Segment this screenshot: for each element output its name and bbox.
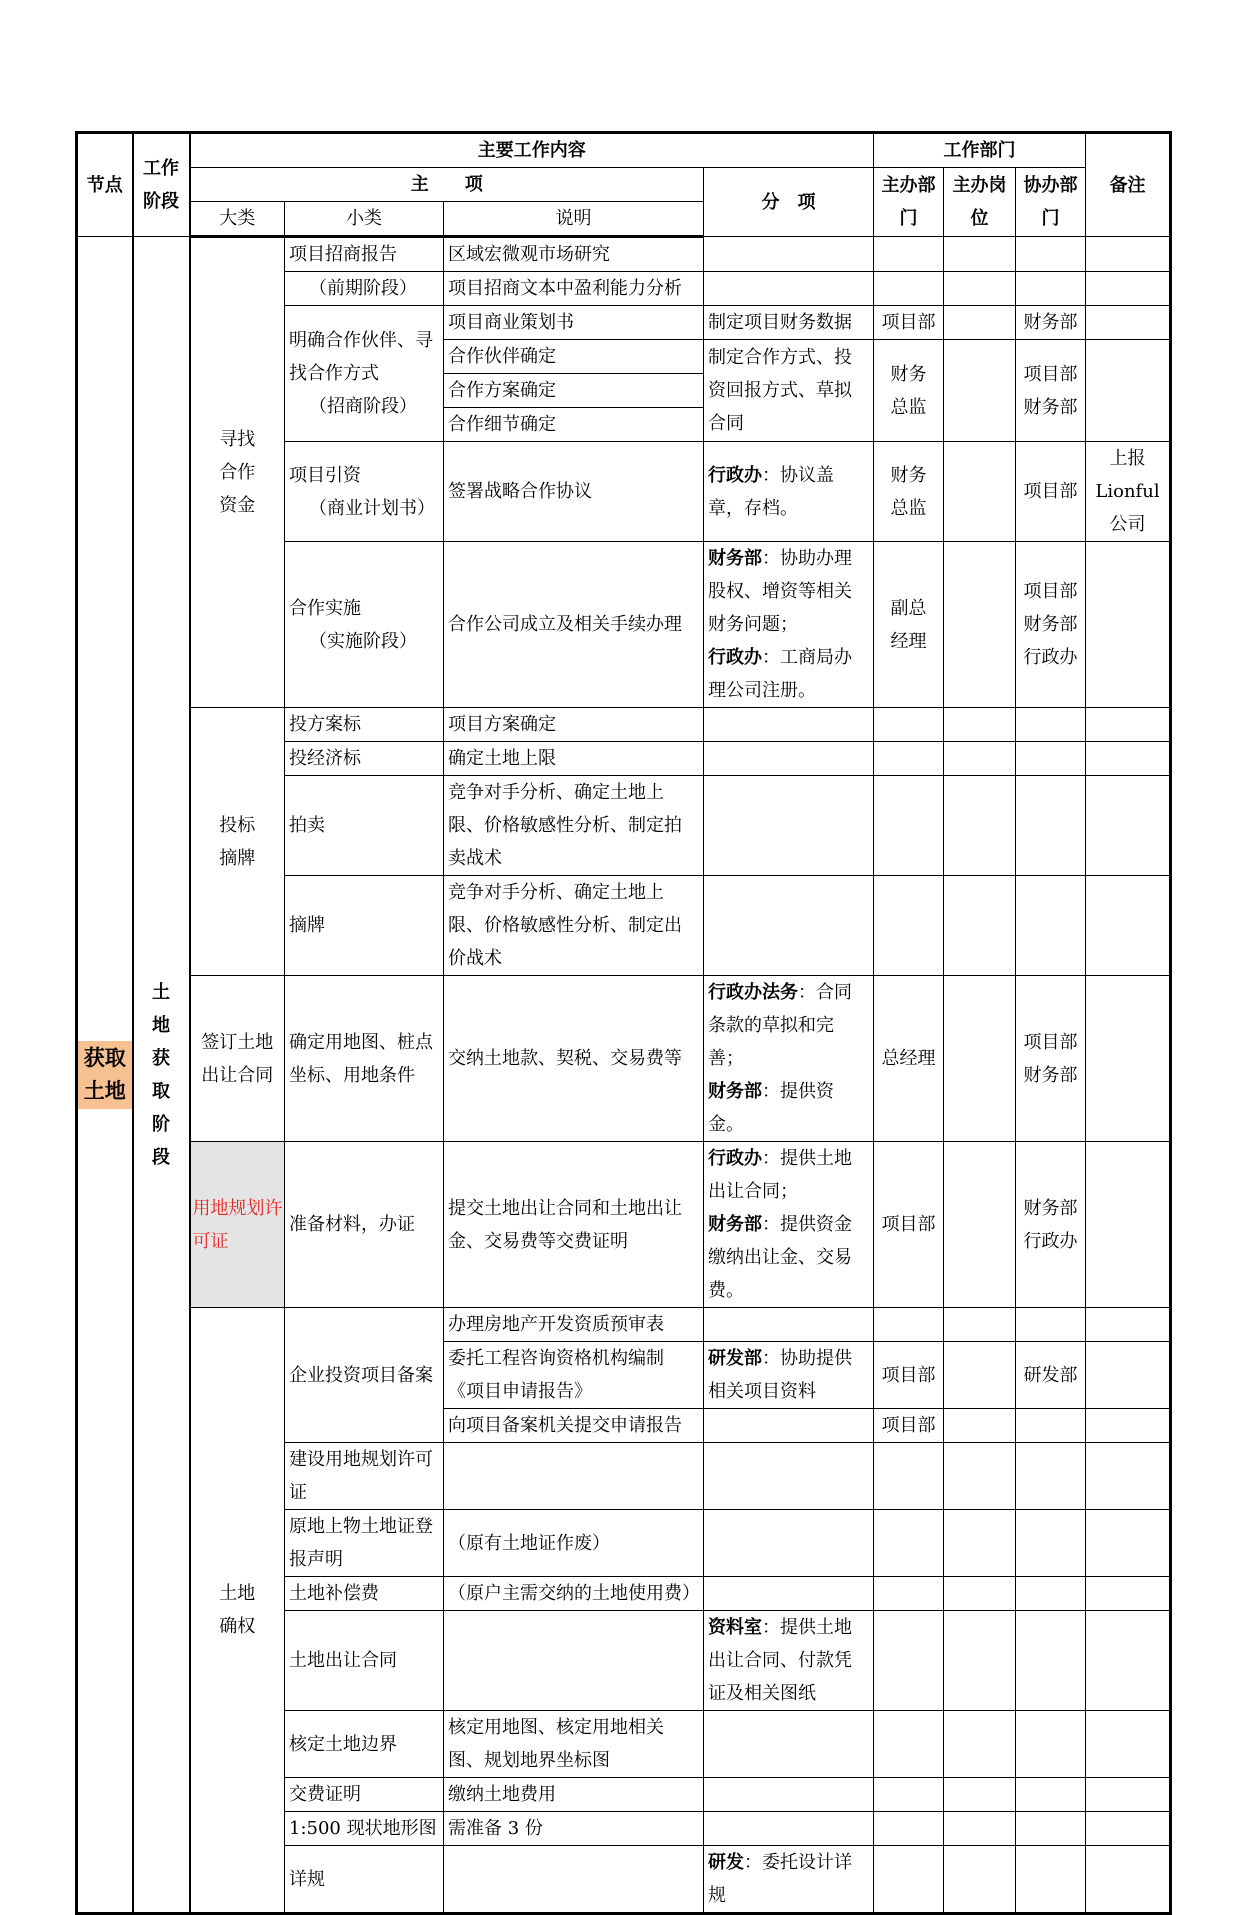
row3-sub (285, 306, 444, 442)
row8-subitem (704, 542, 874, 708)
row6-desc: 合作细节确定 (444, 408, 704, 442)
row3-sub-line3: （招商阶段） (309, 396, 417, 417)
row13-lead: 总经理 (874, 976, 944, 1142)
row13-subitem-text1: ：合同条款的草拟和完善； (708, 982, 852, 1069)
node-column (77, 237, 133, 1914)
row16-subitem-bold: 研发部 (708, 1348, 762, 1369)
row21-subitem-bold: 资料室 (708, 1617, 762, 1638)
row12-sub: 摘牌 (285, 876, 444, 976)
row14-assist-line1: 财务部 (1023, 1197, 1078, 1219)
row7-subitem-bold: 行政办 (708, 464, 762, 486)
row7-sub (285, 442, 444, 542)
row5-desc: 合作方案确定 (444, 374, 704, 408)
row8-assist-line2: 财务部 (1023, 614, 1078, 635)
row14-lead: 项目部 (874, 1142, 944, 1308)
row10-sub: 投经济标 (285, 742, 444, 776)
row2-desc: 项目招商文本中盈利能力分析 (444, 272, 704, 306)
row13-subitem-bold2: 财务部 (708, 1081, 762, 1102)
row3-desc: 项目商业策划书 (444, 306, 704, 340)
row13-subitem-bold1: 行政办法务 (708, 982, 798, 1003)
row7-remark-line2: Lionful (1095, 481, 1160, 502)
row3-assist: 财务部 (1016, 306, 1086, 340)
header-lead-post: 主办岗位 (944, 168, 1016, 237)
header-sub-item: 分 项 (704, 168, 874, 237)
row7-remark-line1: 上报 (1109, 448, 1146, 469)
row11-sub: 拍卖 (285, 776, 444, 876)
header-main-item: 主 项 (190, 168, 704, 202)
row7-assist: 项目部 (1016, 442, 1086, 542)
row25-subitem (704, 1846, 874, 1914)
row7-lead (874, 442, 944, 542)
row7-lead-text: 财务总监 (890, 464, 927, 519)
header-stage (133, 133, 190, 237)
header-node-text: 节点 (86, 174, 123, 196)
row8-sub-line2: （实施阶段） (309, 630, 417, 652)
row8-sub-line1: 合作实施 (289, 597, 361, 619)
row17-lead: 项目部 (874, 1409, 944, 1443)
row3-sub-line2: 找合作方式 (289, 363, 379, 384)
group-bidding (190, 708, 285, 976)
row15-desc: 办理房地产开发资质预审表 (444, 1308, 704, 1342)
group-find-capital (190, 237, 285, 708)
row9-sub: 投方案标 (285, 708, 444, 742)
row14-subitem-bold2: 财务部 (708, 1214, 762, 1235)
group-land-permit-text: 用地规划许可证 (192, 1197, 283, 1252)
row24-desc: 需准备 3 份 (444, 1812, 704, 1846)
row7-subitem-text: ：协议盖章，存档。 (708, 464, 834, 519)
header-lead-dept: 主办部门 (874, 168, 944, 237)
group-sign-contract-text: 签订土地出让合同 (201, 1031, 274, 1086)
row7-subitem (704, 442, 874, 542)
row4-assist (1016, 340, 1086, 442)
header-category: 大类 (190, 202, 285, 237)
row21-subitem (704, 1611, 874, 1711)
row23-sub: 交费证明 (285, 1778, 444, 1812)
row8-assist-line3: 行政办 (1023, 647, 1078, 668)
row8-subitem-bold2: 行政办 (708, 647, 762, 668)
row23-desc: 缴纳土地费用 (444, 1778, 704, 1812)
header-assist-dept: 协办部门 (1016, 168, 1086, 237)
row2-sub (285, 272, 444, 306)
node-cell (78, 1041, 132, 1109)
row3-lead: 项目部 (874, 306, 944, 340)
row4-subitem: 制定合作方式、投资回报方式、草拟合同 (704, 340, 874, 442)
row21-sub: 土地出让合同 (285, 1611, 444, 1711)
row14-sub: 准备材料，办证 (285, 1142, 444, 1308)
row4-lead (874, 340, 944, 442)
row13-assist (1016, 976, 1086, 1142)
group-bidding-text: 投标摘牌 (219, 814, 256, 869)
row13-assist-line1: 项目部 (1023, 1031, 1078, 1053)
header-subcategory: 小类 (285, 202, 444, 237)
row20-sub: 土地补偿费 (285, 1577, 444, 1611)
row14-assist-line2: 行政办 (1023, 1230, 1078, 1252)
row16-subitem-text: ：协助提供相关项目资料 (708, 1348, 852, 1402)
group-land-permit (190, 1142, 285, 1308)
header-node (77, 133, 133, 237)
row20-desc: （原户主需交纳的土地使用费） (444, 1577, 704, 1611)
header-work-dept: 工作部门 (874, 133, 1086, 168)
group-sign-contract (190, 976, 285, 1142)
header-remarks: 备注 (1086, 133, 1171, 237)
stage-column (133, 237, 190, 1914)
row8-subitem-text2: ：工商局办理公司注册。 (708, 647, 852, 701)
row11-desc: 竞争对手分析、确定土地上限、价格敏感性分析、制定拍卖战术 (444, 776, 704, 876)
node-text: 获取土地 (83, 1045, 126, 1103)
row16-assist: 研发部 (1016, 1342, 1086, 1409)
row8-lead (874, 542, 944, 708)
row21-subitem-text: ：提供土地出让合同、付款凭证及相关图纸 (708, 1617, 852, 1704)
row16-subitem (704, 1342, 874, 1409)
row7-remark (1086, 442, 1171, 542)
row8-sub (285, 542, 444, 708)
row17-desc: 向项目备案机关提交申请报告 (444, 1409, 704, 1443)
row14-subitem-text2: ：提供资金缴纳出让金、交易费。 (708, 1214, 852, 1301)
header-description: 说明 (444, 202, 704, 237)
row25-sub: 详规 (285, 1846, 444, 1914)
header-stage-text: 工作阶段 (143, 158, 179, 212)
row25-subitem-text: ：委托设计详规 (708, 1852, 852, 1906)
row14-subitem-text1: ：提供土地出让合同； (708, 1148, 852, 1202)
row12-desc: 竞争对手分析、确定土地上限、价格敏感性分析、制定出价战术 (444, 876, 704, 976)
row8-assist (1016, 542, 1086, 708)
row7-sub-line2: （商业计划书） (309, 497, 435, 519)
row16-sub: 企业投资项目备案 (285, 1308, 444, 1443)
row9-desc: 项目方案确定 (444, 708, 704, 742)
row3-subitem: 制定项目财务数据 (704, 306, 874, 340)
row22-desc: 核定用地图、核定用地相关图、规划地界坐标图 (444, 1711, 704, 1778)
row3-sub-line1: 明确合作伙伴、寻 (289, 330, 433, 351)
row16-desc: 委托工程咨询资格机构编制《项目申请报告》 (444, 1342, 704, 1409)
row19-sub: 原地上物土地证登报声明 (285, 1510, 444, 1577)
group-land-title-text: 土地确权 (219, 1583, 256, 1637)
group-find-capital-text: 寻找合作资金 (219, 429, 256, 516)
row25-subitem-bold: 研发 (708, 1852, 744, 1873)
row13-subitem-text2: ：提供资金。 (708, 1081, 834, 1135)
row8-assist-line1: 项目部 (1023, 581, 1078, 602)
row24-sub: 1:500 现状地形图 (285, 1812, 444, 1846)
row7-sub-line1: 项目引资 (289, 464, 361, 486)
row16-lead: 项目部 (874, 1342, 944, 1409)
row4-assist-line1: 项目部 (1023, 363, 1078, 385)
row14-desc: 提交土地出让合同和土地出让金、交易费等交费证明 (444, 1142, 704, 1308)
row22-sub: 核定土地边界 (285, 1711, 444, 1778)
row7-desc: 签署战略合作协议 (444, 442, 704, 542)
row8-subitem-bold1: 财务部 (708, 548, 762, 569)
row4-assist-line2: 财务部 (1023, 396, 1078, 418)
workflow-table (75, 131, 1172, 1915)
row10-desc: 确定土地上限 (444, 742, 704, 776)
row14-subitem (704, 1142, 874, 1308)
row1-sub: 项目招商报告 (285, 237, 444, 272)
row8-desc: 合作公司成立及相关手续办理 (444, 542, 704, 708)
row4-lead-text: 财务总监 (890, 363, 927, 418)
row14-subitem-bold1: 行政办 (708, 1148, 762, 1169)
row8-subitem-text1: ：协助办理股权、增资等相关财务问题； (708, 548, 852, 635)
row8-lead-text: 副总经理 (890, 597, 927, 652)
row4-desc: 合作伙伴确定 (444, 340, 704, 374)
row14-assist (1016, 1142, 1086, 1308)
row19-desc: （原有土地证作废） (444, 1510, 704, 1577)
group-land-title (190, 1308, 285, 1914)
row1-desc: 区域宏微观市场研究 (444, 237, 704, 272)
header-main-content: 主要工作内容 (190, 133, 874, 168)
row2-sub-text: （前期阶段） (309, 278, 417, 299)
row13-subitem (704, 976, 874, 1142)
row13-sub: 确定用地图、桩点坐标、用地条件 (285, 976, 444, 1142)
stage-text: 土地获取阶段 (152, 981, 170, 1168)
row7-remark-line3: 公司 (1109, 514, 1146, 535)
row13-assist-line2: 财务部 (1023, 1064, 1078, 1086)
row18-sub: 建设用地规划许可证 (285, 1443, 444, 1510)
row13-desc: 交纳土地款、契税、交易费等 (444, 976, 704, 1142)
